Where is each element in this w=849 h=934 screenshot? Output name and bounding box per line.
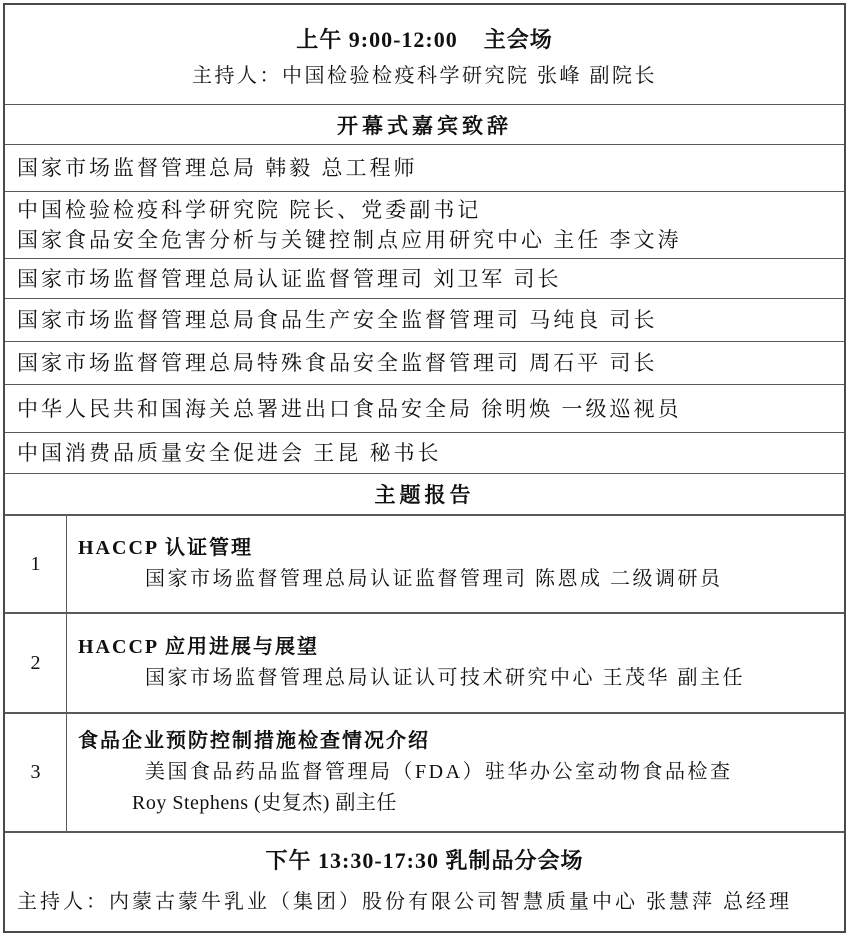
report-number: 2 — [5, 614, 67, 712]
report-row — [5, 516, 844, 614]
speaker-row — [5, 192, 844, 259]
report-presenter-line: Roy Stephens (史复杰) 副主任 — [132, 792, 397, 814]
agenda-table — [3, 3, 846, 933]
speaker-line: 国家市场监督管理总局认证监督管理司 刘卫军 司长 — [17, 266, 562, 291]
speaker-line: 国家市场监督管理总局特殊食品安全监督管理司 周石平 司长 — [17, 351, 658, 375]
morning-session-header — [5, 5, 844, 105]
report-presenter-line: 国家市场监督管理总局认证监督管理司 陈恩成 二级调研员 — [145, 568, 723, 590]
report-row — [5, 614, 844, 714]
speaker-row — [5, 433, 844, 474]
speaker-line: 中华人民共和国海关总署进出口食品安全局 徐明焕 一级巡视员 — [17, 396, 682, 421]
report-content — [67, 614, 844, 712]
afternoon-session-title: 下午 13:30-17:30 乳制品分会场 — [265, 848, 584, 873]
speaker-row — [5, 385, 844, 433]
report-title: 食品企业预防控制措施检查情况介绍 — [78, 730, 430, 752]
keynote-section-title: 主题报告 — [374, 483, 475, 507]
report-presenter-line: 美国食品药品监督管理局（FDA）驻华办公室动物食品检查 — [145, 761, 733, 783]
speaker-row — [5, 342, 844, 385]
afternoon-session-host: 主持人：内蒙古蒙牛乳业（集团）股份有限公司智慧质量中心 张慧萍 总经理 — [17, 891, 792, 913]
speaker-line: 国家市场监督管理总局食品生产安全监督管理司 马纯良 司长 — [17, 308, 658, 332]
report-presenter-line: 国家市场监督管理总局认证认可技术研究中心 王茂华 副主任 — [145, 667, 745, 689]
speaker-line: 中国消费品质量安全促进会 王昆 秘书长 — [17, 441, 442, 465]
opening-section-title: 开幕式嘉宾致辞 — [337, 113, 512, 138]
speaker-row — [5, 259, 844, 299]
report-content — [67, 714, 844, 831]
report-row — [5, 714, 844, 833]
keynote-section-header — [5, 474, 844, 516]
report-number: 3 — [5, 714, 67, 831]
morning-session-title: 上午 9:00-12:00 主会场 — [296, 26, 553, 52]
opening-section-header — [5, 105, 844, 145]
speaker-row — [5, 299, 844, 342]
speaker-line: 国家市场监督管理总局 韩毅 总工程师 — [17, 156, 418, 180]
morning-session-host: 主持人：中国检验检疫科学研究院 张峰 副院长 — [192, 64, 657, 87]
report-title: HACCP 认证管理 — [78, 537, 253, 559]
speaker-row — [5, 145, 844, 192]
afternoon-session-header — [5, 833, 844, 931]
speaker-line: 中国检验检疫科学研究院 院长、党委副书记 — [17, 198, 482, 222]
report-number: 1 — [5, 516, 67, 612]
report-title: HACCP 应用进展与展望 — [78, 636, 319, 658]
speaker-line: 国家食品安全危害分析与关键控制点应用研究中心 主任 李文涛 — [17, 228, 682, 252]
report-content — [67, 516, 844, 612]
